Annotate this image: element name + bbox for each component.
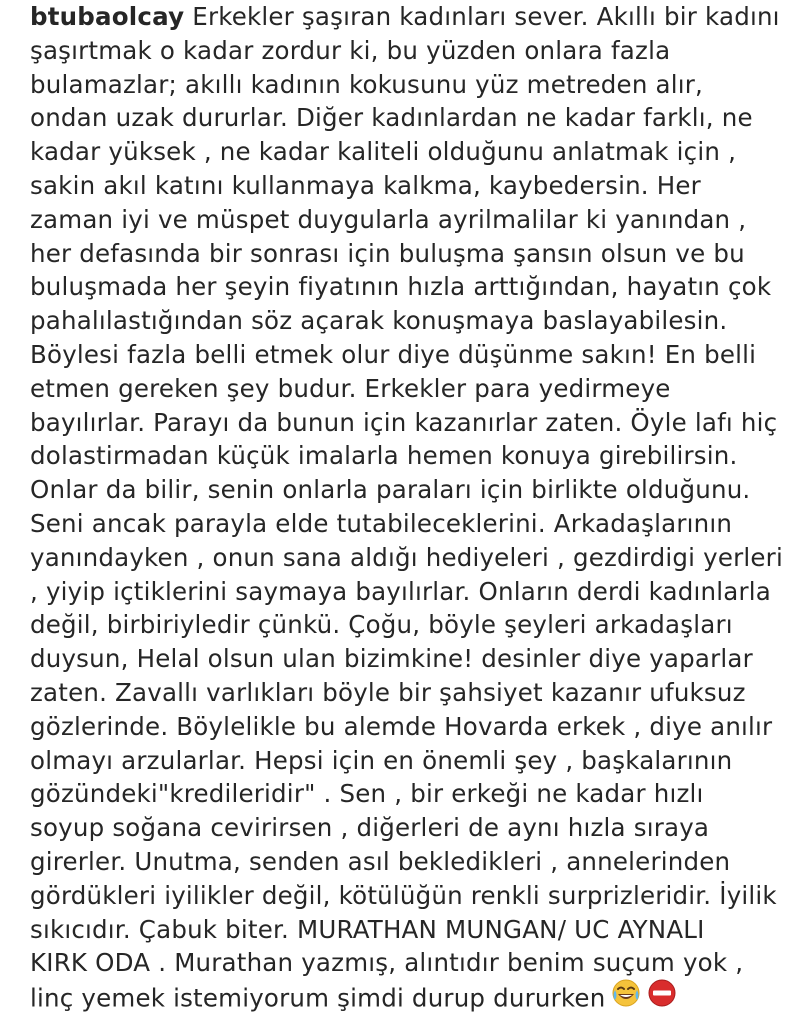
caption-line: gözündeki"kredileridir" . Sen , bir erkeği ne kadar hızlı (30, 779, 704, 809)
caption-text: linç yemek istemiyorum şimdi durup dururken (30, 983, 606, 1013)
caption-line: kadar yüksek , ne kadar kaliteli olduğunu anlatmak için , (30, 137, 737, 167)
caption-line: buluşmada her şeyin fiyatının hızla arttığından, hayatın çok (30, 272, 772, 302)
caption-line: sakin akıl katını kullanmaya kalkma, kaybedersin. Her (30, 170, 701, 200)
caption-line: Böylesi fazla belli etmek olur diye düşünme sakın! En belli (30, 339, 757, 369)
post-caption (30, 0, 790, 1019)
caption-line: zaman iyi ve müspet duygularla ayrilmalilar ki yanından , (30, 204, 747, 234)
caption-line: her defasında bir sonrası için buluşma şansın olsun ve bu (30, 238, 745, 268)
caption-text: Erkekler şaşıran kadınları sever. Akıllı bir kadını (192, 2, 780, 31)
tears-of-joy-emoji-icon (611, 978, 641, 1017)
caption-line: olmayı arzularlar. Hepsi için en önemli şey , başkalarının (30, 745, 733, 775)
caption-line: etmen gereken şey budur. Erkekler para yedirmeye (30, 373, 671, 403)
caption-line: bayılırlar. Parayı da bunun için kazanırlar zaten. Öyle lafı hiç (30, 407, 778, 437)
username-link[interactable]: btubaolcay (30, 2, 185, 31)
caption-line: dolastirmadan küçük imalarla hemen konuya girebilirsin. (30, 441, 738, 471)
caption-line: değil, birbiriyledir çünkü. Çoğu, böyle şeyleri arkadaşları (30, 610, 733, 640)
caption-line: gözlerinde. Böylelikle bu alemde Hovarda erkek , diye anılır (30, 711, 773, 741)
caption-line: şaşırtmak o kadar zordur ki, bu yüzden onlara fazla (30, 35, 671, 65)
caption-line: soyup soğana cevirirsen , diğerleri de aynı hızla sıraya (30, 813, 710, 843)
caption-line: zaten. Zavallı varlıkları böyle bir şahsiyet kazanır ufuksuz (30, 677, 746, 707)
caption-line: pahalılastığından söz açarak konuşmaya baslayabilesin. (30, 306, 728, 336)
caption-line: ondan uzak dururlar. Diğer kadınlardan ne kadar farklı, ne (30, 103, 753, 133)
caption-line: yanındayken , onun sana aldığı hediyeleri , gezdirdigi yerleri (30, 542, 783, 572)
caption-line: bulamazlar; akıllı kadının kokusunu yüz metreden alır, (30, 69, 704, 99)
caption-line: girerler. Unutma, senden asıl bekledikleri , annelerinden (30, 846, 731, 876)
caption-line: KIRK ODA . Murathan yazmış, alıntıdır benim suçum yok , (30, 948, 744, 978)
caption-line: gördükleri iyilikler değil, kötülüğün renkli surprizleridir. İyilik (30, 880, 777, 910)
caption-line: Seni ancak parayla elde tutabileceklerini. Arkadaşlarının (30, 508, 733, 538)
no-entry-emoji-icon (647, 978, 677, 1017)
caption-line: duysun, Helal olsun ulan bizimkine! desinler diye yaparlar (30, 644, 753, 674)
caption-line-1 (30, 0, 790, 34)
caption-line: , yiyip içtiklerini saymaya bayılırlar. Onların derdi kadınlarla (30, 576, 771, 606)
caption-line-last (30, 980, 790, 1019)
caption-line: sıkıcıdır. Çabuk biter. MURATHAN MUNGAN/ UC AYNALI (30, 914, 705, 944)
caption-line: Onlar da bilir, senin onlarla paraları için birlikte olduğunu. (30, 475, 751, 505)
